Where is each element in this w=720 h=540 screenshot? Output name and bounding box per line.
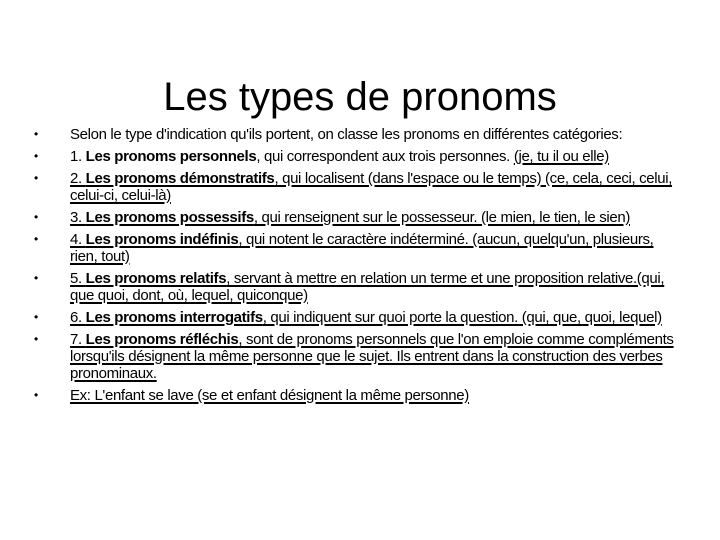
list-item-relatifs	[34, 270, 684, 304]
item-number: 3.	[70, 209, 86, 226]
item-term: Les pronoms indéfinis	[85, 231, 239, 248]
item-number: 1.	[70, 148, 86, 165]
item-number: 4.	[70, 231, 86, 248]
item-text: , qui localisent (dans l'espace ou le temps) (ce, cela, ceci, celui, celui-ci, celui-là)	[70, 170, 673, 204]
list-item-interrogatifs	[34, 309, 684, 326]
item-text: , qui correspondent aux trois personnes.	[256, 148, 514, 165]
item-text: , sont de pronoms personnels que l'on emploie comme compléments lorsqu'ils désignent la même personne que le sujet. Ils entrent dans la construction des verbes pronominaux.	[70, 331, 674, 382]
item-text: Selon le type d'indication qu'ils portent, on classe les pronoms en différentes catégories:	[70, 126, 623, 143]
item-text: , qui renseignent sur le possesseur. (le mien, le tien, le sien)	[253, 209, 630, 226]
list-item-reflechis	[34, 331, 684, 382]
item-term: Les pronoms démonstratifs	[85, 170, 275, 187]
bullet-icon: •	[34, 171, 38, 185]
item-text: , qui indiquent sur quoi porte la question. (qui, que, quoi, lequel)	[262, 309, 662, 326]
bullet-icon: •	[34, 271, 38, 285]
list-item-demonstratifs	[34, 170, 684, 204]
bullet-icon: •	[34, 149, 38, 163]
item-examples: (je, tu il ou elle)	[513, 148, 609, 165]
item-number: 7.	[70, 331, 86, 348]
item-term: Les pronoms possessifs	[85, 209, 254, 226]
bullet-icon: •	[34, 210, 38, 224]
item-text: Ex: L'enfant se lave (se et enfant désignent la même personne)	[70, 387, 469, 404]
bullet-list	[34, 126, 684, 409]
item-number: 5.	[70, 270, 86, 287]
bullet-icon: •	[34, 127, 38, 141]
bullet-icon: •	[34, 310, 38, 324]
item-term: Les pronoms réfléchis	[85, 331, 239, 348]
item-term: Les pronoms personnels	[85, 148, 257, 165]
list-item-possessifs	[34, 209, 684, 226]
item-text: , qui notent le caractère indéterminé. (aucun, quelqu'un, plusieurs, rien, tout)	[70, 231, 654, 265]
list-item-indefinis	[34, 231, 684, 265]
bullet-icon: •	[34, 388, 38, 402]
item-term: Les pronoms relatifs	[85, 270, 227, 287]
item-number: 2.	[70, 170, 86, 187]
list-item-example	[34, 387, 684, 404]
bullet-icon: •	[34, 332, 38, 346]
list-item-personnels	[34, 148, 684, 165]
item-number: 6.	[70, 309, 86, 326]
item-term: Les pronoms interrogatifs	[85, 309, 263, 326]
bullet-icon: •	[34, 232, 38, 246]
list-item-intro	[34, 126, 684, 143]
slide-title: Les types de pronoms	[163, 74, 557, 119]
item-text: , servant à mettre en relation un terme et une proposition relative.(qui, que quoi, dont, où, lequel, quiconque)	[70, 270, 665, 304]
